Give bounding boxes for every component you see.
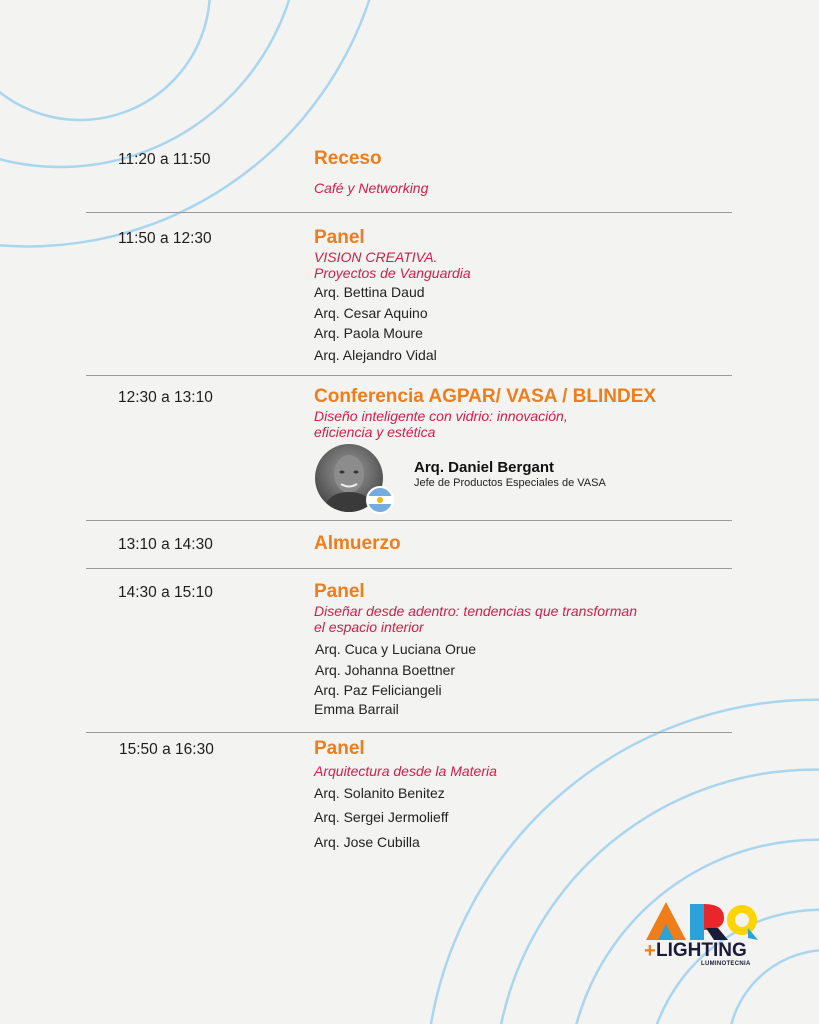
session-subtitle-line-2: eficiencia y estética (314, 424, 436, 440)
session-content (314, 581, 734, 717)
panelist: Arq. Cesar Aquino (314, 305, 428, 321)
logo-tagline: LUMINOTECNIA (701, 961, 751, 967)
session-content (314, 227, 734, 363)
session-title: Panel (314, 227, 365, 248)
logo-brand-text: LIGHTING (656, 940, 747, 961)
session-content (314, 738, 734, 850)
session-subtitle: Café y Networking (314, 180, 429, 196)
session-subtitle-line-1: VISION CREATIVA. (314, 249, 438, 265)
time-slot: 13:10 a 14:30 (118, 536, 213, 553)
logo-plus: + (644, 940, 656, 962)
session-title: Panel (314, 738, 365, 759)
session-subtitle-line-2: Proyectos de Vanguardia (314, 265, 471, 281)
session-title: Conferencia AGPAR/ VASA / BLINDEX (314, 386, 657, 407)
panelist: Arq. Cuca y Luciana Orue (315, 641, 477, 657)
session-content (314, 533, 734, 555)
speaker-role: Jefe de Productos Especiales de VASA (414, 477, 606, 489)
panelist: Arq. Sergei Jermolieff (314, 809, 449, 825)
arq-logo-icon (644, 900, 764, 944)
panelist: Arq. Solanito Benitez (314, 785, 445, 801)
session-subtitle-line-2: el espacio interior (314, 619, 424, 635)
session-content (314, 386, 734, 440)
panelist: Arq. Jose Cubilla (314, 834, 420, 850)
time-slot: 14:30 a 15:10 (118, 584, 213, 601)
panelist: Arq. Alejandro Vidal (314, 347, 437, 363)
time-slot: 15:50 a 16:30 (119, 741, 214, 758)
divider (86, 520, 732, 521)
session-title: Receso (314, 148, 382, 169)
session-subtitle-line-1: Diseñar desde adentro: tendencias que transforman (314, 603, 637, 619)
panelist: Arq. Paz Feliciangeli (314, 682, 442, 698)
panelist: Arq. Bettina Daud (314, 284, 425, 300)
arq-lighting-logo (644, 900, 764, 972)
speaker-name: Arq. Daniel Bergant (414, 459, 555, 476)
session-subtitle-line-1: Diseño inteligente con vidrio: innovación, (314, 408, 568, 424)
divider (86, 212, 732, 213)
panelist: Arq. Paola Moure (314, 325, 423, 341)
argentina-flag-icon (366, 486, 394, 514)
divider (86, 375, 732, 376)
panelist: Arq. Johanna Boettner (315, 662, 456, 678)
panelist: Emma Barrail (314, 701, 399, 717)
divider (86, 568, 732, 569)
time-slot: 12:30 a 13:10 (118, 389, 213, 406)
session-content (314, 148, 734, 196)
session-subtitle: Arquitectura desde la Materia (314, 763, 497, 779)
session-title: Almuerzo (314, 533, 401, 554)
divider (86, 732, 732, 733)
session-title: Panel (314, 581, 365, 602)
time-slot: 11:50 a 12:30 (118, 230, 212, 247)
time-slot: 11:20 a 11:50 (118, 151, 211, 168)
